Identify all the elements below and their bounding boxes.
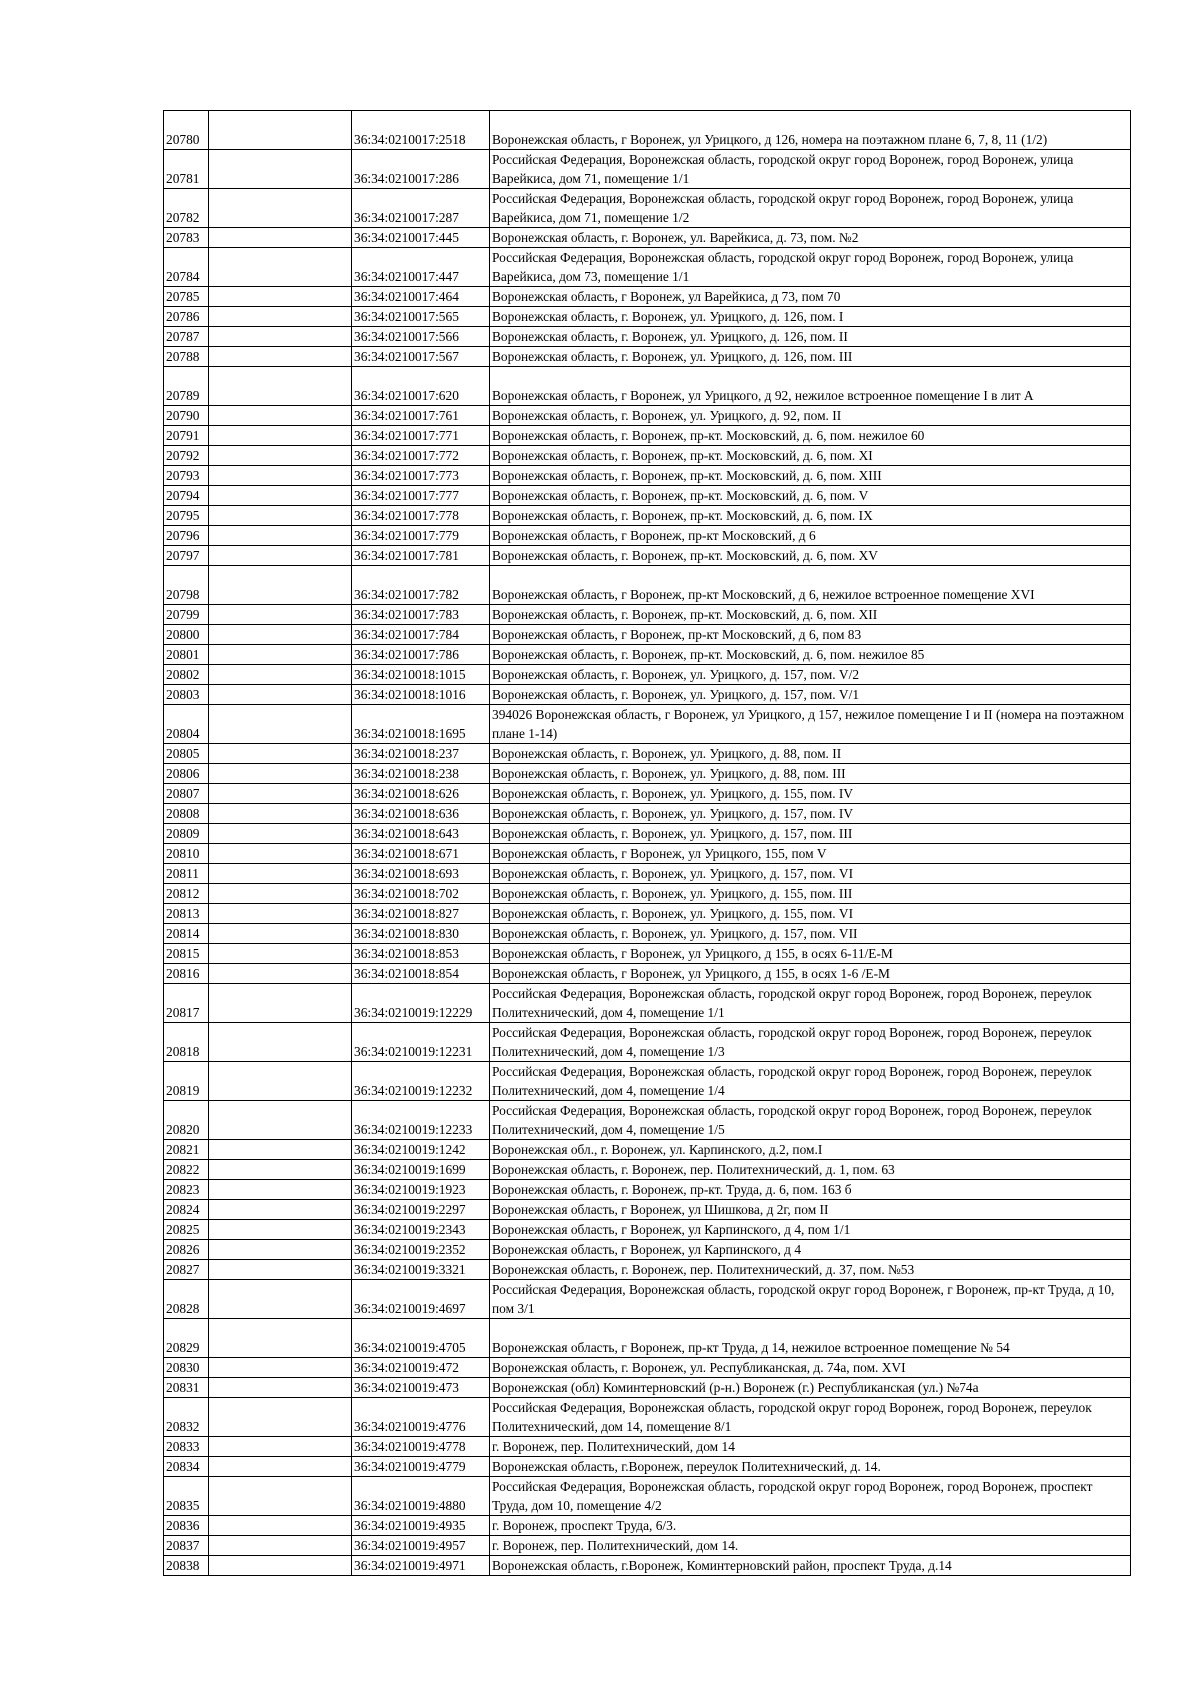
address-cell: Воронежская область, г. Воронеж, ул. Урицкого, д. 157, пом. V/1 — [490, 685, 1131, 705]
cadastral-number-cell: 36:34:0210018:693 — [352, 864, 490, 884]
address-cell: Воронежская область, г Воронеж, ул Урицкого, д 126, номера на поэтажном плане 6, 7, 8, 11 (1/2) — [490, 111, 1131, 150]
address-cell: Воронежская область, г. Воронеж, ул. Урицкого, д. 126, пом. II — [490, 327, 1131, 347]
record-number-cell: 20785 — [164, 287, 209, 307]
table-row — [164, 446, 1131, 466]
empty-cell — [209, 446, 352, 466]
cadastral-number-cell: 36:34:0210017:783 — [352, 605, 490, 625]
address-cell: Воронежская область, г Воронеж, ул Урицкого, д 155, в осях 1-6 /Е-М — [490, 964, 1131, 984]
record-number-cell: 20817 — [164, 984, 209, 1023]
empty-cell — [209, 1180, 352, 1200]
empty-cell — [209, 1378, 352, 1398]
address-cell: Воронежская область, г. Воронеж, ул. Урицкого, д. 88, пом. II — [490, 744, 1131, 764]
record-number-cell: 20809 — [164, 824, 209, 844]
empty-cell — [209, 367, 352, 406]
record-number-cell: 20790 — [164, 406, 209, 426]
table-row — [164, 645, 1131, 665]
table-row — [164, 844, 1131, 864]
record-number-cell: 20782 — [164, 189, 209, 228]
record-number-cell: 20807 — [164, 784, 209, 804]
table-row — [164, 406, 1131, 426]
table-row — [164, 526, 1131, 546]
address-cell: Воронежская область, г Воронеж, ул Урицкого, д 92, нежилое встроенное помещение I в лит А — [490, 367, 1131, 406]
cadastral-number-cell: 36:34:0210019:4779 — [352, 1457, 490, 1477]
empty-cell — [209, 150, 352, 189]
record-number-cell: 20795 — [164, 506, 209, 526]
cadastral-number-cell: 36:34:0210017:773 — [352, 466, 490, 486]
cadastral-number-cell: 36:34:0210019:2297 — [352, 1200, 490, 1220]
cadastral-number-cell: 36:34:0210019:2343 — [352, 1220, 490, 1240]
record-number-cell: 20832 — [164, 1398, 209, 1437]
empty-cell — [209, 1556, 352, 1576]
cadastral-number-cell: 36:34:0210018:237 — [352, 744, 490, 764]
empty-cell — [209, 924, 352, 944]
record-number-cell: 20801 — [164, 645, 209, 665]
record-number-cell: 20815 — [164, 944, 209, 964]
cadastral-number-cell: 36:34:0210017:781 — [352, 546, 490, 566]
table-row — [164, 347, 1131, 367]
record-number-cell: 20829 — [164, 1319, 209, 1358]
table-row — [164, 1160, 1131, 1180]
record-number-cell: 20830 — [164, 1358, 209, 1378]
record-number-cell: 20799 — [164, 605, 209, 625]
address-cell: Воронежская область, г Воронеж, пр-кт Московский, д 6 — [490, 526, 1131, 546]
table-row — [164, 287, 1131, 307]
record-number-cell: 20805 — [164, 744, 209, 764]
empty-cell — [209, 1477, 352, 1516]
address-cell: Воронежская область, г. Воронеж, ул. Урицкого, д. 157, пом. VII — [490, 924, 1131, 944]
cadastral-number-cell: 36:34:0210019:2352 — [352, 1240, 490, 1260]
empty-cell — [209, 1280, 352, 1319]
record-number-cell: 20836 — [164, 1516, 209, 1536]
record-number-cell: 20834 — [164, 1457, 209, 1477]
empty-cell — [209, 685, 352, 705]
cadastral-number-cell: 36:34:0210017:286 — [352, 150, 490, 189]
cadastral-number-cell: 36:34:0210019:3321 — [352, 1260, 490, 1280]
empty-cell — [209, 884, 352, 904]
empty-cell — [209, 1160, 352, 1180]
empty-cell — [209, 764, 352, 784]
cadastral-number-cell: 36:34:0210017:772 — [352, 446, 490, 466]
empty-cell — [209, 406, 352, 426]
table-row — [164, 486, 1131, 506]
table-row — [164, 1140, 1131, 1160]
record-number-cell: 20827 — [164, 1260, 209, 1280]
cadastral-number-cell: 36:34:0210017:782 — [352, 566, 490, 605]
empty-cell — [209, 1516, 352, 1536]
address-cell: Воронежская область, г. Воронеж, ул. Урицкого, д. 88, пом. III — [490, 764, 1131, 784]
table-row — [164, 784, 1131, 804]
record-number-cell: 20831 — [164, 1378, 209, 1398]
table-row — [164, 764, 1131, 784]
address-cell: Воронежская область, г. Воронеж, пр-кт. Московский, д. 6, пом. нежилое 60 — [490, 426, 1131, 446]
address-cell: Воронежская область, г. Воронеж, ул. Урицкого, д. 157, пом. IV — [490, 804, 1131, 824]
empty-cell — [209, 111, 352, 150]
table-row — [164, 1358, 1131, 1378]
record-number-cell: 20800 — [164, 625, 209, 645]
empty-cell — [209, 287, 352, 307]
cadastral-number-cell: 36:34:0210019:4957 — [352, 1536, 490, 1556]
record-number-cell: 20824 — [164, 1200, 209, 1220]
empty-cell — [209, 705, 352, 744]
address-cell: Воронежская область, г. Воронеж, ул. Урицкого, д. 126, пом. I — [490, 307, 1131, 327]
cadastral-number-cell: 36:34:0210018:827 — [352, 904, 490, 924]
address-cell: Российская Федерация, Воронежская область, городской округ город Воронеж, город Воронеж, переулок Политехнический, дом 4, помещение 1/3 — [490, 1023, 1131, 1062]
record-number-cell: 20812 — [164, 884, 209, 904]
empty-cell — [209, 228, 352, 248]
table-row — [164, 924, 1131, 944]
cadastral-number-cell: 36:34:0210017:287 — [352, 189, 490, 228]
table-row — [164, 1516, 1131, 1536]
record-number-cell: 20784 — [164, 248, 209, 287]
empty-cell — [209, 1536, 352, 1556]
empty-cell — [209, 1398, 352, 1437]
empty-cell — [209, 486, 352, 506]
cadastral-number-cell: 36:34:0210019:472 — [352, 1358, 490, 1378]
cadastral-number-cell: 36:34:0210018:854 — [352, 964, 490, 984]
address-cell: Воронежская область, г. Воронеж, ул. Республиканская, д. 74а, пом. XVI — [490, 1358, 1131, 1378]
table-row — [164, 1220, 1131, 1240]
table-row — [164, 506, 1131, 526]
table-row — [164, 150, 1131, 189]
empty-cell — [209, 1062, 352, 1101]
address-cell: г. Воронеж, пер. Политехнический, дом 14. — [490, 1536, 1131, 1556]
record-number-cell: 20788 — [164, 347, 209, 367]
address-cell: Российская Федерация, Воронежская область, городской округ город Воронеж, город Воронеж, переулок Политехнический, дом 4, помещение 1/1 — [490, 984, 1131, 1023]
table-row — [164, 824, 1131, 844]
record-number-cell: 20804 — [164, 705, 209, 744]
cadastral-number-cell: 36:34:0210019:1242 — [352, 1140, 490, 1160]
address-cell: Воронежская область, г. Воронеж, ул. Урицкого, д. 157, пом. V/2 — [490, 665, 1131, 685]
address-cell: Воронежская область, г. Воронеж, ул. Урицкого, д. 126, пом. III — [490, 347, 1131, 367]
table-row — [164, 189, 1131, 228]
cadastral-number-cell: 36:34:0210017:464 — [352, 287, 490, 307]
table-row — [164, 1556, 1131, 1576]
empty-cell — [209, 665, 352, 685]
table-row — [164, 744, 1131, 764]
empty-cell — [209, 844, 352, 864]
address-cell: Воронежская область, г Воронеж, ул Урицкого, 155, пом V — [490, 844, 1131, 864]
cadastral-number-cell: 36:34:0210018:702 — [352, 884, 490, 904]
address-cell: Российская Федерация, Воронежская область, городской округ город Воронеж, город Воронеж, улица Варейкиса, дом 71, помещение 1/2 — [490, 189, 1131, 228]
empty-cell — [209, 1101, 352, 1140]
table-row — [164, 605, 1131, 625]
empty-cell — [209, 546, 352, 566]
empty-cell — [209, 566, 352, 605]
cadastral-number-cell: 36:34:0210018:1016 — [352, 685, 490, 705]
record-number-cell: 20798 — [164, 566, 209, 605]
cadastral-number-cell: 36:34:0210017:771 — [352, 426, 490, 446]
table-row — [164, 327, 1131, 347]
table-row — [164, 228, 1131, 248]
empty-cell — [209, 1260, 352, 1280]
empty-cell — [209, 645, 352, 665]
cadastral-number-cell: 36:34:0210019:4697 — [352, 1280, 490, 1319]
table-row — [164, 248, 1131, 287]
address-cell: Воронежская область, г Воронеж, пр-кт Московский, д 6, нежилое встроенное помещение XVI — [490, 566, 1131, 605]
empty-cell — [209, 984, 352, 1023]
table-row — [164, 984, 1131, 1023]
record-number-cell: 20838 — [164, 1556, 209, 1576]
empty-cell — [209, 1240, 352, 1260]
record-number-cell: 20794 — [164, 486, 209, 506]
table-row — [164, 1280, 1131, 1319]
cadastral-number-cell: 36:34:0210017:445 — [352, 228, 490, 248]
table-row — [164, 1200, 1131, 1220]
record-number-cell: 20789 — [164, 367, 209, 406]
address-cell: Воронежская область, г Воронеж, ул Урицкого, д 155, в осях 6-11/Е-М — [490, 944, 1131, 964]
empty-cell — [209, 605, 352, 625]
cadastral-number-cell: 36:34:0210017:778 — [352, 506, 490, 526]
cadastral-number-cell: 36:34:0210017:761 — [352, 406, 490, 426]
table-row — [164, 625, 1131, 645]
record-number-cell: 20786 — [164, 307, 209, 327]
table-row — [164, 864, 1131, 884]
empty-cell — [209, 1140, 352, 1160]
address-cell: Воронежская (обл) Коминтерновский (р-н.) Воронеж (г.) Республиканская (ул.) №74а — [490, 1378, 1131, 1398]
record-number-cell: 20818 — [164, 1023, 209, 1062]
record-number-cell: 20808 — [164, 804, 209, 824]
empty-cell — [209, 625, 352, 645]
empty-cell — [209, 189, 352, 228]
address-cell: Воронежская область, г. Воронеж, пр-кт. Московский, д. 6, пом. XV — [490, 546, 1131, 566]
table-row — [164, 685, 1131, 705]
empty-cell — [209, 944, 352, 964]
address-cell: Российская Федерация, Воронежская область, городской округ город Воронеж, г Воронеж, пр-кт Труда, д 10, пом 3/1 — [490, 1280, 1131, 1319]
table-row — [164, 1398, 1131, 1437]
record-number-cell: 20835 — [164, 1477, 209, 1516]
address-cell: Российская Федерация, Воронежская область, городской округ город Воронеж, город Воронеж, переулок Политехнический, дом 4, помещение 1/5 — [490, 1101, 1131, 1140]
address-cell: г. Воронеж, пер. Политехнический, дом 14 — [490, 1437, 1131, 1457]
cadastral-number-cell: 36:34:0210019:4778 — [352, 1437, 490, 1457]
cadastral-number-cell: 36:34:0210019:12231 — [352, 1023, 490, 1062]
record-number-cell: 20823 — [164, 1180, 209, 1200]
record-number-cell: 20781 — [164, 150, 209, 189]
table-row — [164, 1457, 1131, 1477]
table-row — [164, 665, 1131, 685]
cadastral-number-cell: 36:34:0210017:447 — [352, 248, 490, 287]
address-cell: Воронежская область, г. Воронеж, пр-кт. Московский, д. 6, пом. XIII — [490, 466, 1131, 486]
record-number-cell: 20826 — [164, 1240, 209, 1260]
address-cell: Воронежская область, г Воронеж, пр-кт Московский, д 6, пом 83 — [490, 625, 1131, 645]
cadastral-number-cell: 36:34:0210019:12229 — [352, 984, 490, 1023]
cadastral-number-cell: 36:34:0210019:12233 — [352, 1101, 490, 1140]
record-number-cell: 20787 — [164, 327, 209, 347]
cadastral-number-cell: 36:34:0210018:830 — [352, 924, 490, 944]
table-row — [164, 1062, 1131, 1101]
record-number-cell: 20813 — [164, 904, 209, 924]
address-cell: Российская Федерация, Воронежская область, городской округ город Воронеж, город Воронеж, улица Варейкиса, дом 73, помещение 1/1 — [490, 248, 1131, 287]
empty-cell — [209, 824, 352, 844]
empty-cell — [209, 248, 352, 287]
empty-cell — [209, 904, 352, 924]
record-number-cell: 20820 — [164, 1101, 209, 1140]
address-cell: Воронежская область, г. Воронеж, пер. Политехнический, д. 1, пом. 63 — [490, 1160, 1131, 1180]
address-cell: Воронежская обл., г. Воронеж, ул. Карпинского, д.2, пом.I — [490, 1140, 1131, 1160]
table-row — [164, 1378, 1131, 1398]
cadastral-number-cell: 36:34:0210019:473 — [352, 1378, 490, 1398]
cadastral-number-cell: 36:34:0210017:566 — [352, 327, 490, 347]
empty-cell — [209, 784, 352, 804]
table-row — [164, 884, 1131, 904]
record-number-cell: 20780 — [164, 111, 209, 150]
table-row — [164, 426, 1131, 446]
empty-cell — [209, 426, 352, 446]
table-row — [164, 804, 1131, 824]
table-row — [164, 705, 1131, 744]
property-registry-table — [163, 110, 1131, 1576]
address-cell: Российская Федерация, Воронежская область, городской округ город Воронеж, город Воронеж, улица Варейкиса, дом 71, помещение 1/1 — [490, 150, 1131, 189]
address-cell: Воронежская область, г Воронеж, ул Шишкова, д 2г, пом II — [490, 1200, 1131, 1220]
table-row — [164, 466, 1131, 486]
table-row — [164, 307, 1131, 327]
table-row — [164, 1023, 1131, 1062]
address-cell: 394026 Воронежская область, г Воронеж, ул Урицкого, д 157, нежилое помещение I и II (номера на поэтажном плане 1-14) — [490, 705, 1131, 744]
record-number-cell: 20806 — [164, 764, 209, 784]
empty-cell — [209, 506, 352, 526]
table-row — [164, 904, 1131, 924]
cadastral-number-cell: 36:34:0210018:636 — [352, 804, 490, 824]
empty-cell — [209, 864, 352, 884]
cadastral-number-cell: 36:34:0210019:12232 — [352, 1062, 490, 1101]
cadastral-number-cell: 36:34:0210018:1015 — [352, 665, 490, 685]
address-cell: Воронежская область, г Воронеж, ул Карпинского, д 4, пом 1/1 — [490, 1220, 1131, 1240]
record-number-cell: 20837 — [164, 1536, 209, 1556]
record-number-cell: 20825 — [164, 1220, 209, 1240]
cadastral-number-cell: 36:34:0210019:4880 — [352, 1477, 490, 1516]
table-row — [164, 111, 1131, 150]
empty-cell — [209, 526, 352, 546]
cadastral-number-cell: 36:34:0210017:777 — [352, 486, 490, 506]
record-number-cell: 20793 — [164, 466, 209, 486]
cadastral-number-cell: 36:34:0210017:2518 — [352, 111, 490, 150]
table-row — [164, 1260, 1131, 1280]
address-cell: Воронежская область, г. Воронеж, ул. Урицкого, д. 157, пом. VI — [490, 864, 1131, 884]
address-cell: Воронежская область, г. Воронеж, ул. Урицкого, д. 155, пом. IV — [490, 784, 1131, 804]
address-cell: Российская Федерация, Воронежская область, городской округ город Воронеж, город Воронеж, проспект Труда, дом 10, помещение 4/2 — [490, 1477, 1131, 1516]
address-cell: Воронежская область, г Воронеж, ул Карпинского, д 4 — [490, 1240, 1131, 1260]
address-cell: Воронежская область, г. Воронеж, ул. Урицкого, д. 155, пом. VI — [490, 904, 1131, 924]
empty-cell — [209, 964, 352, 984]
cadastral-number-cell: 36:34:0210017:784 — [352, 625, 490, 645]
record-number-cell: 20803 — [164, 685, 209, 705]
address-cell: Российская Федерация, Воронежская область, городской округ город Воронеж, город Воронеж, переулок Политехнический, дом 4, помещение 1/4 — [490, 1062, 1131, 1101]
record-number-cell: 20814 — [164, 924, 209, 944]
cadastral-number-cell: 36:34:0210019:4776 — [352, 1398, 490, 1437]
table-row — [164, 1240, 1131, 1260]
address-cell: Воронежская область, г Воронеж, пр-кт Труда, д 14, нежилое встроенное помещение № 54 — [490, 1319, 1131, 1358]
record-number-cell: 20797 — [164, 546, 209, 566]
table-row — [164, 546, 1131, 566]
empty-cell — [209, 1319, 352, 1358]
address-cell: Воронежская область, г. Воронеж, пр-кт. Московский, д. 6, пом. V — [490, 486, 1131, 506]
address-cell: Воронежская область, г Воронеж, ул Варейкиса, д 73, пом 70 — [490, 287, 1131, 307]
empty-cell — [209, 1200, 352, 1220]
table-row — [164, 1101, 1131, 1140]
cadastral-number-cell: 36:34:0210019:4935 — [352, 1516, 490, 1536]
cadastral-number-cell: 36:34:0210019:4705 — [352, 1319, 490, 1358]
cadastral-number-cell: 36:34:0210017:567 — [352, 347, 490, 367]
empty-cell — [209, 744, 352, 764]
record-number-cell: 20811 — [164, 864, 209, 884]
cadastral-number-cell: 36:34:0210018:1695 — [352, 705, 490, 744]
cadastral-number-cell: 36:34:0210019:4971 — [352, 1556, 490, 1576]
empty-cell — [209, 1358, 352, 1378]
record-number-cell: 20828 — [164, 1280, 209, 1319]
cadastral-number-cell: 36:34:0210018:853 — [352, 944, 490, 964]
table-row — [164, 1437, 1131, 1457]
table-row — [164, 944, 1131, 964]
address-cell: Российская Федерация, Воронежская область, городской округ город Воронеж, город Воронеж, переулок Политехнический, дом 14, помещение 8/1 — [490, 1398, 1131, 1437]
address-cell: Воронежская область, г. Воронеж, ул. Варейкиса, д. 73, пом. №2 — [490, 228, 1131, 248]
table-row — [164, 1180, 1131, 1200]
record-number-cell: 20833 — [164, 1437, 209, 1457]
record-number-cell: 20819 — [164, 1062, 209, 1101]
address-cell: г. Воронеж, проспект Труда, 6/3. — [490, 1516, 1131, 1536]
cadastral-number-cell: 36:34:0210017:786 — [352, 645, 490, 665]
table-row — [164, 566, 1131, 605]
address-cell: Воронежская область, г. Воронеж, ул. Урицкого, д. 92, пом. II — [490, 406, 1131, 426]
address-cell: Воронежская область, г. Воронеж, пр-кт. Московский, д. 6, пом. XII — [490, 605, 1131, 625]
record-number-cell: 20822 — [164, 1160, 209, 1180]
cadastral-number-cell: 36:34:0210018:643 — [352, 824, 490, 844]
empty-cell — [209, 1457, 352, 1477]
record-number-cell: 20802 — [164, 665, 209, 685]
record-number-cell: 20792 — [164, 446, 209, 466]
empty-cell — [209, 307, 352, 327]
registry-table-body — [164, 111, 1131, 1576]
address-cell: Воронежская область, г. Воронеж, пер. Политехнический, д. 37, пом. №53 — [490, 1260, 1131, 1280]
empty-cell — [209, 466, 352, 486]
record-number-cell: 20816 — [164, 964, 209, 984]
table-row — [164, 1477, 1131, 1516]
table-row — [164, 1319, 1131, 1358]
record-number-cell: 20783 — [164, 228, 209, 248]
record-number-cell: 20791 — [164, 426, 209, 446]
empty-cell — [209, 1437, 352, 1457]
empty-cell — [209, 1220, 352, 1240]
address-cell: Воронежская область, г. Воронеж, пр-кт. Труда, д. 6, пом. 163 б — [490, 1180, 1131, 1200]
empty-cell — [209, 804, 352, 824]
cadastral-number-cell: 36:34:0210019:1923 — [352, 1180, 490, 1200]
cadastral-number-cell: 36:34:0210017:779 — [352, 526, 490, 546]
empty-cell — [209, 327, 352, 347]
cadastral-number-cell: 36:34:0210018:626 — [352, 784, 490, 804]
empty-cell — [209, 1023, 352, 1062]
cadastral-number-cell: 36:34:0210018:671 — [352, 844, 490, 864]
address-cell: Воронежская область, г. Воронеж, ул. Урицкого, д. 155, пом. III — [490, 884, 1131, 904]
address-cell: Воронежская область, г.Воронеж, Коминтерновский район, проспект Труда, д.14 — [490, 1556, 1131, 1576]
table-row — [164, 964, 1131, 984]
cadastral-number-cell: 36:34:0210017:565 — [352, 307, 490, 327]
address-cell: Воронежская область, г. Воронеж, пр-кт. Московский, д. 6, пом. XI — [490, 446, 1131, 466]
address-cell: Воронежская область, г. Воронеж, пр-кт. Московский, д. 6, пом. нежилое 85 — [490, 645, 1131, 665]
cadastral-number-cell: 36:34:0210018:238 — [352, 764, 490, 784]
address-cell: Воронежская область, г. Воронеж, пр-кт. Московский, д. 6, пом. IX — [490, 506, 1131, 526]
table-row — [164, 1536, 1131, 1556]
record-number-cell: 20821 — [164, 1140, 209, 1160]
record-number-cell: 20810 — [164, 844, 209, 864]
document-page — [163, 110, 1130, 1576]
record-number-cell: 20796 — [164, 526, 209, 546]
cadastral-number-cell: 36:34:0210017:620 — [352, 367, 490, 406]
empty-cell — [209, 347, 352, 367]
address-cell: Воронежская область, г.Воронеж, переулок Политехнический, д. 14. — [490, 1457, 1131, 1477]
table-row — [164, 367, 1131, 406]
cadastral-number-cell: 36:34:0210019:1699 — [352, 1160, 490, 1180]
address-cell: Воронежская область, г. Воронеж, ул. Урицкого, д. 157, пом. III — [490, 824, 1131, 844]
